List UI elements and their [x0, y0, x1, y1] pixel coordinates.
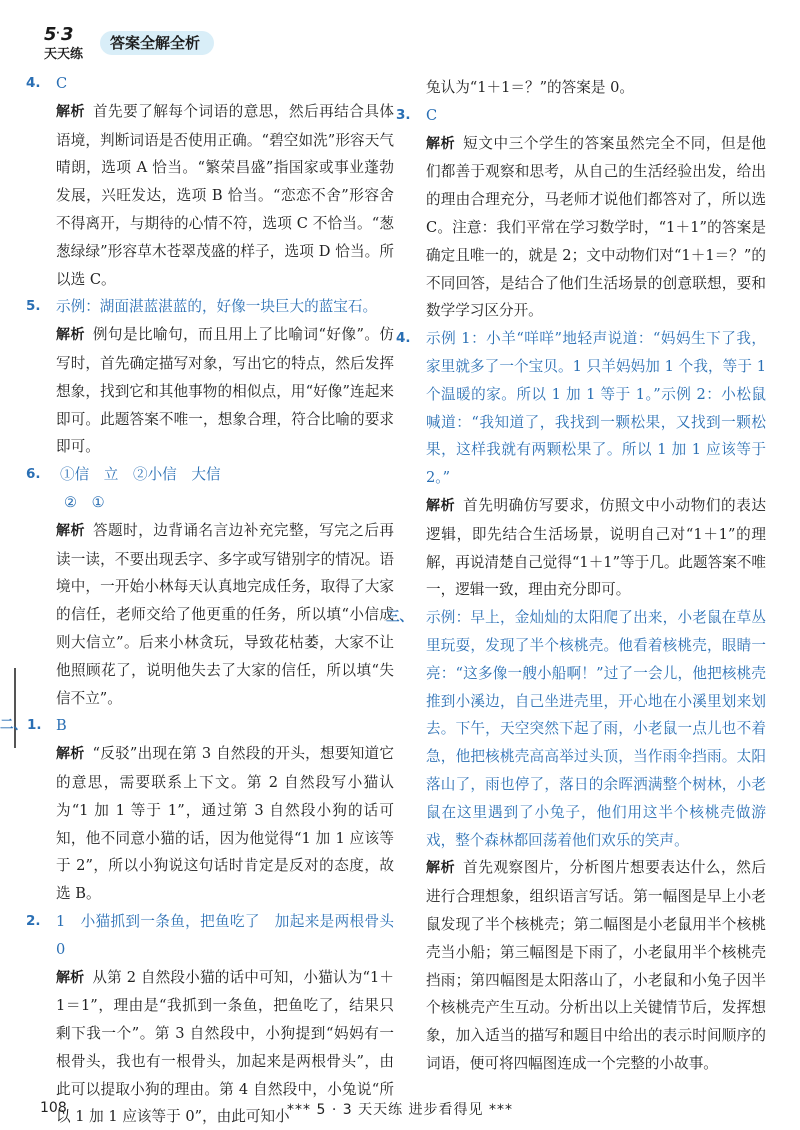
answer: B: [56, 717, 67, 735]
analysis-text: 首先观察图片，分析图片想要表达什么，然后进行合理想象，组织语言写话。第一幅图是早上小老鼠发现了半个核桃壳；第二幅图是小老鼠用半个核桃壳当小船；第三幅图是下雨了，小老鼠用半个核桃壳挡雨；第四幅图是太阳落山了，小老鼠和小兔子因半个核桃壳产生互动。分析出以上关键情节后，发挥想象，加入适当的描写和题目中给出的表示时间顺序的词语，便可将四幅图连成一个完整的小故事。: [426, 859, 766, 1072]
analysis-text: 从第 2 自然段小猫的话中可知，小猫认为“1＋1＝1”，理由是“我抓到一条鱼，把鱼吃了，结果只剩下我一个”。第 3 自然段中，小狗提到“妈妈有一根骨头，我也有一根骨头，加起来是两根骨头”，由此可以提取小狗的理由。第 4 自然段中，小兔说“所以 1 加 1 应该等于 0”，由此可知小: [56, 968, 395, 1126]
svg-text:3: 3: [61, 24, 74, 45]
answer: 1 小猫抓到一条鱼，把鱼吃了 加起来是两根骨头 0: [56, 912, 409, 958]
analysis-section-3: [426, 854, 766, 1077]
analysis-text: 首先要了解每个词语的意思，然后再结合具体语境，判断词语是否使用正确。“碧空如洗”形容天气晴朗，选项 A 恰当。“繁荣昌盛”指国家或事业蓬勃发展，兴旺发达，选项 B 恰当。“恋恋不舍”形容舍不得离开，与期待的心情不符，选项 C 不恰当。“葱葱绿绿”形容草木苍翠茂盛的样子，选项 D 恰当。所以选 C。: [56, 102, 394, 288]
question-number: 4.: [26, 75, 41, 91]
svg-text:5: 5: [44, 24, 57, 45]
analysis-label: 解析: [426, 497, 456, 514]
question-number: 3.: [396, 106, 411, 123]
question-5: [26, 293, 394, 321]
question-number: 2.: [26, 912, 41, 929]
question-4-right: [396, 325, 766, 492]
analysis-3: [426, 130, 766, 326]
question-4: [26, 70, 394, 98]
analysis-text: 短文中三个学生的答案虽然完全不同，但是他们都善于观察和思考，从自己的生活经验出发，给出的理由合理充分，马老师才说他们都答对了，所以选 C。注意：我们平常在学习数学时，“1＋1”的答案是确定且唯一的，就是 2；文中动物们对“1＋1＝？”的不同回答，是结合了他们生活场景的创意联想，要和数学学习区分开。: [426, 134, 766, 320]
analysis-label: 解析: [56, 522, 85, 539]
analysis-6: [56, 517, 394, 713]
answer: 示例：湖面湛蓝湛蓝的，好像一块巨大的蓝宝石。: [56, 298, 378, 316]
analysis-label: 解析: [426, 135, 456, 152]
answer: 示例：早上，金灿灿的太阳爬了出来，小老鼠在草丛里玩耍，发现了半个核桃壳。他看着核桃壳，眼睛一亮：“这多像一艘小船啊！”过了一会儿，他把核桃壳推到小溪边，自己坐进壳里，开心地在小溪里划来划去。下午，天空突然下起了雨，小老鼠一点儿也不着急，他把核桃壳高高举过头顶，当作雨伞挡雨。太阳落山了，雨也停了，落日的余晖洒满整个树林，小老鼠在这里遇到了小兔子，他们用这半个核桃壳做游戏，整个森林都回荡着他们欢乐的笑声。: [426, 609, 766, 849]
analysis-5: [56, 321, 394, 461]
analysis-text: 答题时，边背诵名言边补充完整，写完之后再读一读，不要出现丢字、多字或写错别字的情况。语境中，一开始小林每天认真地完成任务，取得了大家的信任，老师交给了他更重的任务，所以填“小信成则大信立”。后来小林贪玩，导致花枯萎，大家不让他照顾花了，说明他失去了大家的信任，所以填“失信不立”。: [56, 521, 394, 707]
answer: C: [426, 106, 438, 124]
section-3: [386, 604, 766, 854]
question-number: 4.: [396, 330, 411, 347]
section-number: 三、: [386, 609, 413, 626]
analysis-label: 解析: [56, 969, 85, 986]
page-header: [42, 22, 262, 62]
section-2-question-1: [0, 712, 394, 740]
question-3: [396, 102, 766, 130]
analysis-label: 解析: [426, 860, 456, 877]
answer: C: [56, 75, 68, 92]
answer: 示例 1：小羊“咩咩”地轻声说道：“妈妈生下了我，家里就多了一个宝贝。1 只羊妈妈加 1 个我，等于 1 个温暖的家。所以 1 加 1 等于 1。”示例 2：小松鼠喊道：“我知道了，我找到一颗松果，又找到一颗松果，这样我就有两颗松果了。所以 1 加 1 应该等于 2。”: [426, 330, 766, 487]
analysis-label: 解析: [56, 103, 85, 120]
page-number: 108: [40, 1100, 67, 1116]
answer-line-1: ①信 立 ②小信 大信: [60, 466, 221, 484]
svg-text:·: ·: [56, 28, 60, 39]
footer-slogan: *** 5 · 3 天天练 进步看得见 ***: [287, 1102, 513, 1118]
continued-paragraph: 兔认为“1＋1＝？”的答案是 0。: [426, 79, 634, 96]
answer-line-2: ② ①: [64, 493, 105, 511]
analysis-text: 例句是比喻句，而且用上了比喻词“好像”。仿写时，首先确定描写对象，写出它的特点，然后发挥想象，找到它和其他事物的相似点，用“好像”连起来即可。此题答案不唯一，想象合理，符合比喻的要求即可。: [56, 326, 394, 456]
section-2-question-2: [26, 908, 409, 964]
question-number: 6.: [26, 466, 41, 483]
analysis-text: 首先明确仿写要求，仿照文中小动物们的表达逻辑，即先结合生活场景，说明自己对“1＋1”的理解，再说清楚自己觉得“1＋1”等于几。此题答案不唯一，逻辑一致，理由充分即可。: [426, 496, 766, 599]
analysis-4: [56, 98, 394, 294]
analysis-label: 解析: [56, 327, 85, 344]
question-6: [26, 461, 394, 517]
right-column: [386, 74, 766, 1078]
section-number: 二、1.: [0, 717, 42, 734]
svg-text:天天练: 天天练: [44, 47, 84, 62]
logo-icon: [42, 22, 100, 62]
header-title: 答案全解全析: [100, 31, 214, 55]
analysis-s2-1: [56, 740, 394, 908]
analysis-label: 解析: [56, 746, 85, 763]
continued-text: [426, 74, 766, 102]
question-number: 5.: [26, 298, 41, 315]
analysis-4-right: [426, 492, 766, 604]
analysis-text: “反驳”出现在第 3 自然段的开头，想要知道它的意思，需要联系上下文。第 2 自然段写小猫认为“1 加 1 等于 1”，通过第 3 自然段小狗的话可知，他不同意小猫的话，因为他觉得“1 加 1 应该等于 2”，所以小狗说这句话时肯定是反对的态度，故选 B。: [56, 745, 394, 903]
brand-logo: [42, 22, 100, 62]
